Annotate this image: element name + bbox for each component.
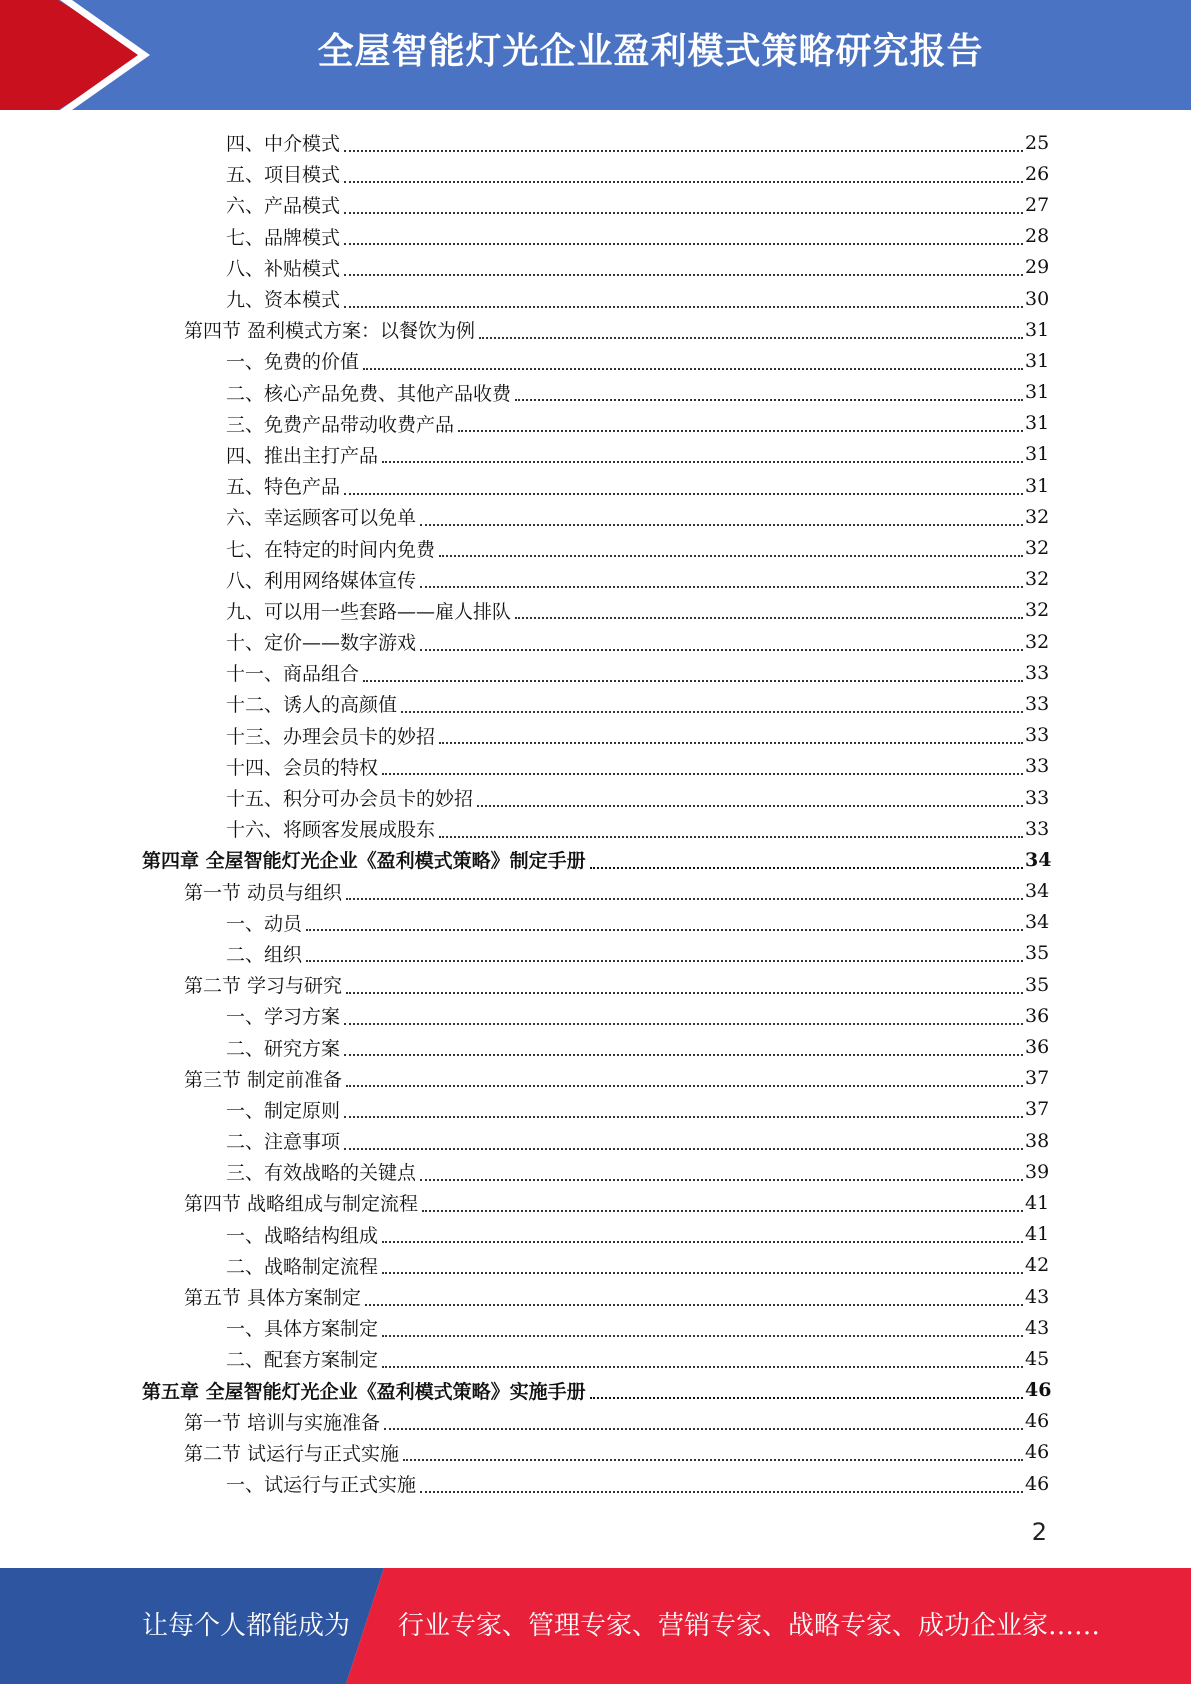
toc-dot-leader — [344, 179, 1023, 183]
toc-dot-leader — [365, 1302, 1023, 1306]
toc-entry-page: 32 — [1025, 630, 1050, 653]
toc-entry-label: 一、试运行与正式实施 — [226, 1474, 417, 1497]
toc-entry-page: 31 — [1025, 412, 1050, 435]
toc-dot-leader — [344, 148, 1023, 152]
toc-entry[interactable] — [0, 1375, 1191, 1406]
toc-entry-page: 37 — [1025, 1098, 1050, 1121]
toc-entry-label: 四、推出主打产品 — [226, 444, 379, 467]
toc-entry-label: 四、中介模式 — [226, 133, 341, 156]
toc-dot-leader — [420, 647, 1023, 651]
toc-entry-label: 一、具体方案制定 — [226, 1318, 379, 1341]
toc-entry-page: 45 — [1025, 1347, 1050, 1370]
toc-entry-page: 33 — [1025, 817, 1050, 840]
toc-dot-leader — [401, 709, 1023, 713]
toc-entry[interactable] — [0, 1281, 1191, 1312]
toc-entry-label: 二、组织 — [226, 943, 303, 966]
toc-entry[interactable] — [0, 345, 1191, 376]
toc-entry-label: 七、品牌模式 — [226, 226, 341, 249]
toc-entry-label: 第四节 盈利模式方案：以餐饮为例 — [184, 320, 476, 343]
toc-entry[interactable] — [0, 189, 1191, 220]
toc-entry-label: 第二节 试运行与正式实施 — [184, 1442, 400, 1465]
toc-entry-page: 46 — [1025, 1472, 1050, 1495]
toc-entry-page: 39 — [1025, 1160, 1050, 1183]
toc-entry-label: 六、幸运顾客可以免单 — [226, 507, 417, 530]
toc-entry[interactable] — [0, 439, 1191, 470]
toc-dot-leader — [403, 1457, 1023, 1461]
toc-entry[interactable] — [0, 1406, 1191, 1437]
toc-entry-page: 32 — [1025, 537, 1050, 560]
toc-entry-label: 十、定价——数字游戏 — [226, 632, 417, 655]
toc-dot-leader — [515, 615, 1023, 619]
toc-entry-label: 二、战略制定流程 — [226, 1255, 379, 1278]
toc-entry[interactable] — [0, 408, 1191, 439]
toc-entry-label: 第四节 战略组成与制定流程 — [184, 1193, 419, 1216]
toc-entry-page: 31 — [1025, 381, 1050, 404]
toc-entry[interactable] — [0, 1156, 1191, 1187]
toc-entry-label: 一、战略结构组成 — [226, 1224, 379, 1247]
toc-dot-leader — [382, 1239, 1023, 1243]
toc-dot-leader — [344, 272, 1023, 276]
toc-entry[interactable] — [0, 1094, 1191, 1125]
toc-dot-leader — [346, 1083, 1023, 1087]
toc-dot-leader — [344, 210, 1023, 214]
footer-slogan-left: 让每个人都能成为 — [142, 1611, 351, 1641]
toc-entry-page: 31 — [1025, 318, 1050, 341]
toc-dot-leader — [384, 1426, 1023, 1430]
toc-entry[interactable] — [0, 1219, 1191, 1250]
toc-entry-page: 33 — [1025, 692, 1050, 715]
toc-entry-label: 第四章 全屋智能灯光企业《盈利模式策略》制定手册 — [142, 850, 586, 873]
toc-entry-label: 第三节 制定前准备 — [184, 1068, 343, 1091]
toc-entry-label: 九、资本模式 — [226, 289, 341, 312]
toc-dot-leader — [477, 803, 1023, 807]
toc-entry[interactable] — [0, 688, 1191, 719]
toc-entry-page: 33 — [1025, 724, 1050, 747]
toc-entry[interactable] — [0, 532, 1191, 563]
toc-entry-label: 十六、将顾客发展成股东 — [226, 819, 436, 842]
toc-entry[interactable] — [0, 595, 1191, 626]
toc-entry-page: 32 — [1025, 568, 1050, 591]
page-number: 2 — [1031, 1518, 1047, 1546]
toc-entry-label: 三、免费产品带动收费产品 — [226, 413, 455, 436]
toc-entry-label: 第五节 具体方案制定 — [184, 1287, 362, 1310]
toc-entry[interactable] — [0, 314, 1191, 345]
toc-entry[interactable] — [0, 813, 1191, 844]
toc-dot-leader — [344, 304, 1023, 308]
toc-entry-page: 28 — [1025, 225, 1050, 248]
toc-entry-page: 46 — [1025, 1410, 1050, 1433]
toc-dot-leader — [344, 1052, 1023, 1056]
toc-entry-page: 46 — [1025, 1441, 1050, 1464]
toc-entry-page: 26 — [1025, 162, 1050, 185]
toc-entry-page: 32 — [1025, 599, 1050, 622]
toc-dot-leader — [439, 553, 1023, 557]
toc-dot-leader — [590, 1395, 1023, 1399]
toc-dot-leader — [344, 1021, 1023, 1025]
toc-entry[interactable] — [0, 501, 1191, 532]
toc-entry-label: 三、有效战略的关键点 — [226, 1162, 417, 1185]
toc-entry[interactable] — [0, 1031, 1191, 1062]
toc-entry[interactable] — [0, 876, 1191, 907]
toc-entry-page: 46 — [1025, 1379, 1052, 1402]
toc-entry-label: 七、在特定的时间内免费 — [226, 538, 436, 561]
toc-entry[interactable] — [0, 221, 1191, 252]
toc-entry[interactable] — [0, 1312, 1191, 1343]
toc-entry[interactable] — [0, 252, 1191, 283]
toc-dot-leader — [382, 1333, 1023, 1337]
toc-entry-label: 二、注意事项 — [226, 1131, 341, 1154]
toc-dot-leader — [420, 1177, 1023, 1181]
toc-entry-label: 第一节 动员与组织 — [184, 881, 343, 904]
toc-entry-label: 十三、办理会员卡的妙招 — [226, 725, 436, 748]
toc-entry-label: 一、动员 — [226, 912, 303, 935]
toc-entry-label: 第五章 全屋智能灯光企业《盈利模式策略》实施手册 — [142, 1380, 586, 1403]
toc-entry[interactable] — [0, 907, 1191, 938]
toc-entry-page: 37 — [1025, 1067, 1050, 1090]
toc-entry-label: 十一、商品组合 — [226, 663, 360, 686]
toc-entry-page: 41 — [1025, 1223, 1050, 1246]
toc-entry-page: 42 — [1025, 1254, 1050, 1277]
toc-entry[interactable] — [0, 1437, 1191, 1468]
toc-entry-page: 43 — [1025, 1285, 1050, 1308]
toc-entry[interactable] — [0, 127, 1191, 158]
toc-dot-leader — [346, 990, 1023, 994]
toc-entry-page: 25 — [1025, 131, 1050, 154]
toc-entry[interactable] — [0, 1000, 1191, 1031]
toc-entry-page: 35 — [1025, 942, 1050, 965]
toc-entry-page: 41 — [1025, 1191, 1050, 1214]
footer-slogan-right: 行业专家、管理专家、营销专家、战略专家、成功企业家…… — [398, 1611, 1101, 1641]
toc-dot-leader — [422, 1208, 1023, 1212]
toc-entry-label: 五、项目模式 — [226, 164, 341, 187]
toc-dot-leader — [420, 522, 1023, 526]
toc-entry[interactable] — [0, 377, 1191, 408]
toc-entry-page: 34 — [1025, 880, 1050, 903]
toc-dot-leader — [344, 1146, 1023, 1150]
toc-entry-label: 第二节 学习与研究 — [184, 975, 343, 998]
toc-dot-leader — [382, 771, 1023, 775]
toc-dot-leader — [515, 397, 1023, 401]
toc-entry[interactable] — [0, 1468, 1191, 1499]
toc-entry-label: 二、配套方案制定 — [226, 1349, 379, 1372]
page-header — [0, 0, 1191, 110]
toc-entry-label: 十二、诱人的高颜值 — [226, 694, 398, 717]
toc-entry-label: 八、利用网络媒体宣传 — [226, 569, 417, 592]
toc-dot-leader — [306, 927, 1023, 931]
toc-entry[interactable] — [0, 751, 1191, 782]
toc-entry-page: 33 — [1025, 755, 1050, 778]
toc-entry-label: 八、补贴模式 — [226, 257, 341, 280]
page-footer — [0, 1568, 1191, 1684]
toc-entry-page: 34 — [1025, 911, 1050, 934]
toc-entry[interactable] — [0, 657, 1191, 688]
toc-entry-page: 29 — [1025, 256, 1050, 279]
toc-entry[interactable] — [0, 720, 1191, 751]
toc-dot-leader — [382, 459, 1023, 463]
toc-entry[interactable] — [0, 1250, 1191, 1281]
toc-entry-label: 六、产品模式 — [226, 195, 341, 218]
toc-entry-label: 一、免费的价值 — [226, 351, 360, 374]
toc-entry-label: 一、学习方案 — [226, 1006, 341, 1029]
toc-entry-label: 二、核心产品免费、其他产品收费 — [226, 382, 512, 405]
toc-dot-leader — [363, 366, 1023, 370]
toc-entry[interactable] — [0, 1125, 1191, 1156]
toc-dot-leader — [439, 834, 1023, 838]
toc-entry[interactable] — [0, 283, 1191, 314]
toc-entry-page: 31 — [1025, 349, 1050, 372]
toc-entry[interactable] — [0, 1063, 1191, 1094]
toc-entry[interactable] — [0, 782, 1191, 813]
report-title: 全屋智能灯光企业盈利模式策略研究报告 — [317, 31, 984, 72]
toc-dot-leader — [344, 241, 1023, 245]
toc-entry-label: 一、制定原则 — [226, 1099, 341, 1122]
toc-entry-page: 33 — [1025, 786, 1050, 809]
toc-dot-leader — [346, 896, 1023, 900]
table-of-contents — [0, 127, 1191, 1499]
toc-entry-page: 36 — [1025, 1036, 1050, 1059]
toc-entry[interactable] — [0, 626, 1191, 657]
toc-entry-page: 35 — [1025, 973, 1050, 996]
toc-entry-page: 30 — [1025, 287, 1050, 310]
toc-dot-leader — [306, 958, 1023, 962]
toc-entry-page: 34 — [1025, 848, 1052, 871]
toc-entry-label: 十五、积分可办会员卡的妙招 — [226, 788, 474, 811]
toc-entry-page: 31 — [1025, 474, 1050, 497]
toc-entry[interactable] — [0, 1343, 1191, 1374]
toc-dot-leader — [344, 1114, 1023, 1118]
toc-entry-label: 第一节 培训与实施准备 — [184, 1411, 381, 1434]
toc-entry-label: 二、研究方案 — [226, 1037, 341, 1060]
toc-dot-leader — [479, 335, 1023, 339]
toc-dot-leader — [382, 1270, 1023, 1274]
toc-entry[interactable] — [0, 564, 1191, 595]
toc-entry-page: 38 — [1025, 1129, 1050, 1152]
toc-entry[interactable] — [0, 969, 1191, 1000]
toc-entry-label: 五、特色产品 — [226, 476, 341, 499]
toc-entry[interactable] — [0, 1187, 1191, 1218]
toc-entry-page: 36 — [1025, 1004, 1050, 1027]
toc-entry-page: 27 — [1025, 193, 1050, 216]
toc-dot-leader — [458, 428, 1023, 432]
toc-dot-leader — [420, 584, 1023, 588]
toc-entry[interactable] — [0, 844, 1191, 875]
toc-entry-page: 32 — [1025, 505, 1050, 528]
toc-entry-label: 十四、会员的特权 — [226, 756, 379, 779]
toc-entry-page: 31 — [1025, 443, 1050, 466]
toc-entry[interactable] — [0, 938, 1191, 969]
toc-entry-page: 33 — [1025, 661, 1050, 684]
toc-entry-page: 43 — [1025, 1316, 1050, 1339]
toc-dot-leader — [590, 865, 1023, 869]
toc-entry[interactable] — [0, 158, 1191, 189]
toc-entry[interactable] — [0, 470, 1191, 501]
toc-dot-leader — [439, 740, 1023, 744]
toc-dot-leader — [344, 491, 1023, 495]
toc-dot-leader — [363, 678, 1023, 682]
toc-entry-label: 九、可以用一些套路——雇人排队 — [226, 600, 512, 623]
toc-dot-leader — [382, 1364, 1023, 1368]
toc-dot-leader — [420, 1489, 1023, 1493]
